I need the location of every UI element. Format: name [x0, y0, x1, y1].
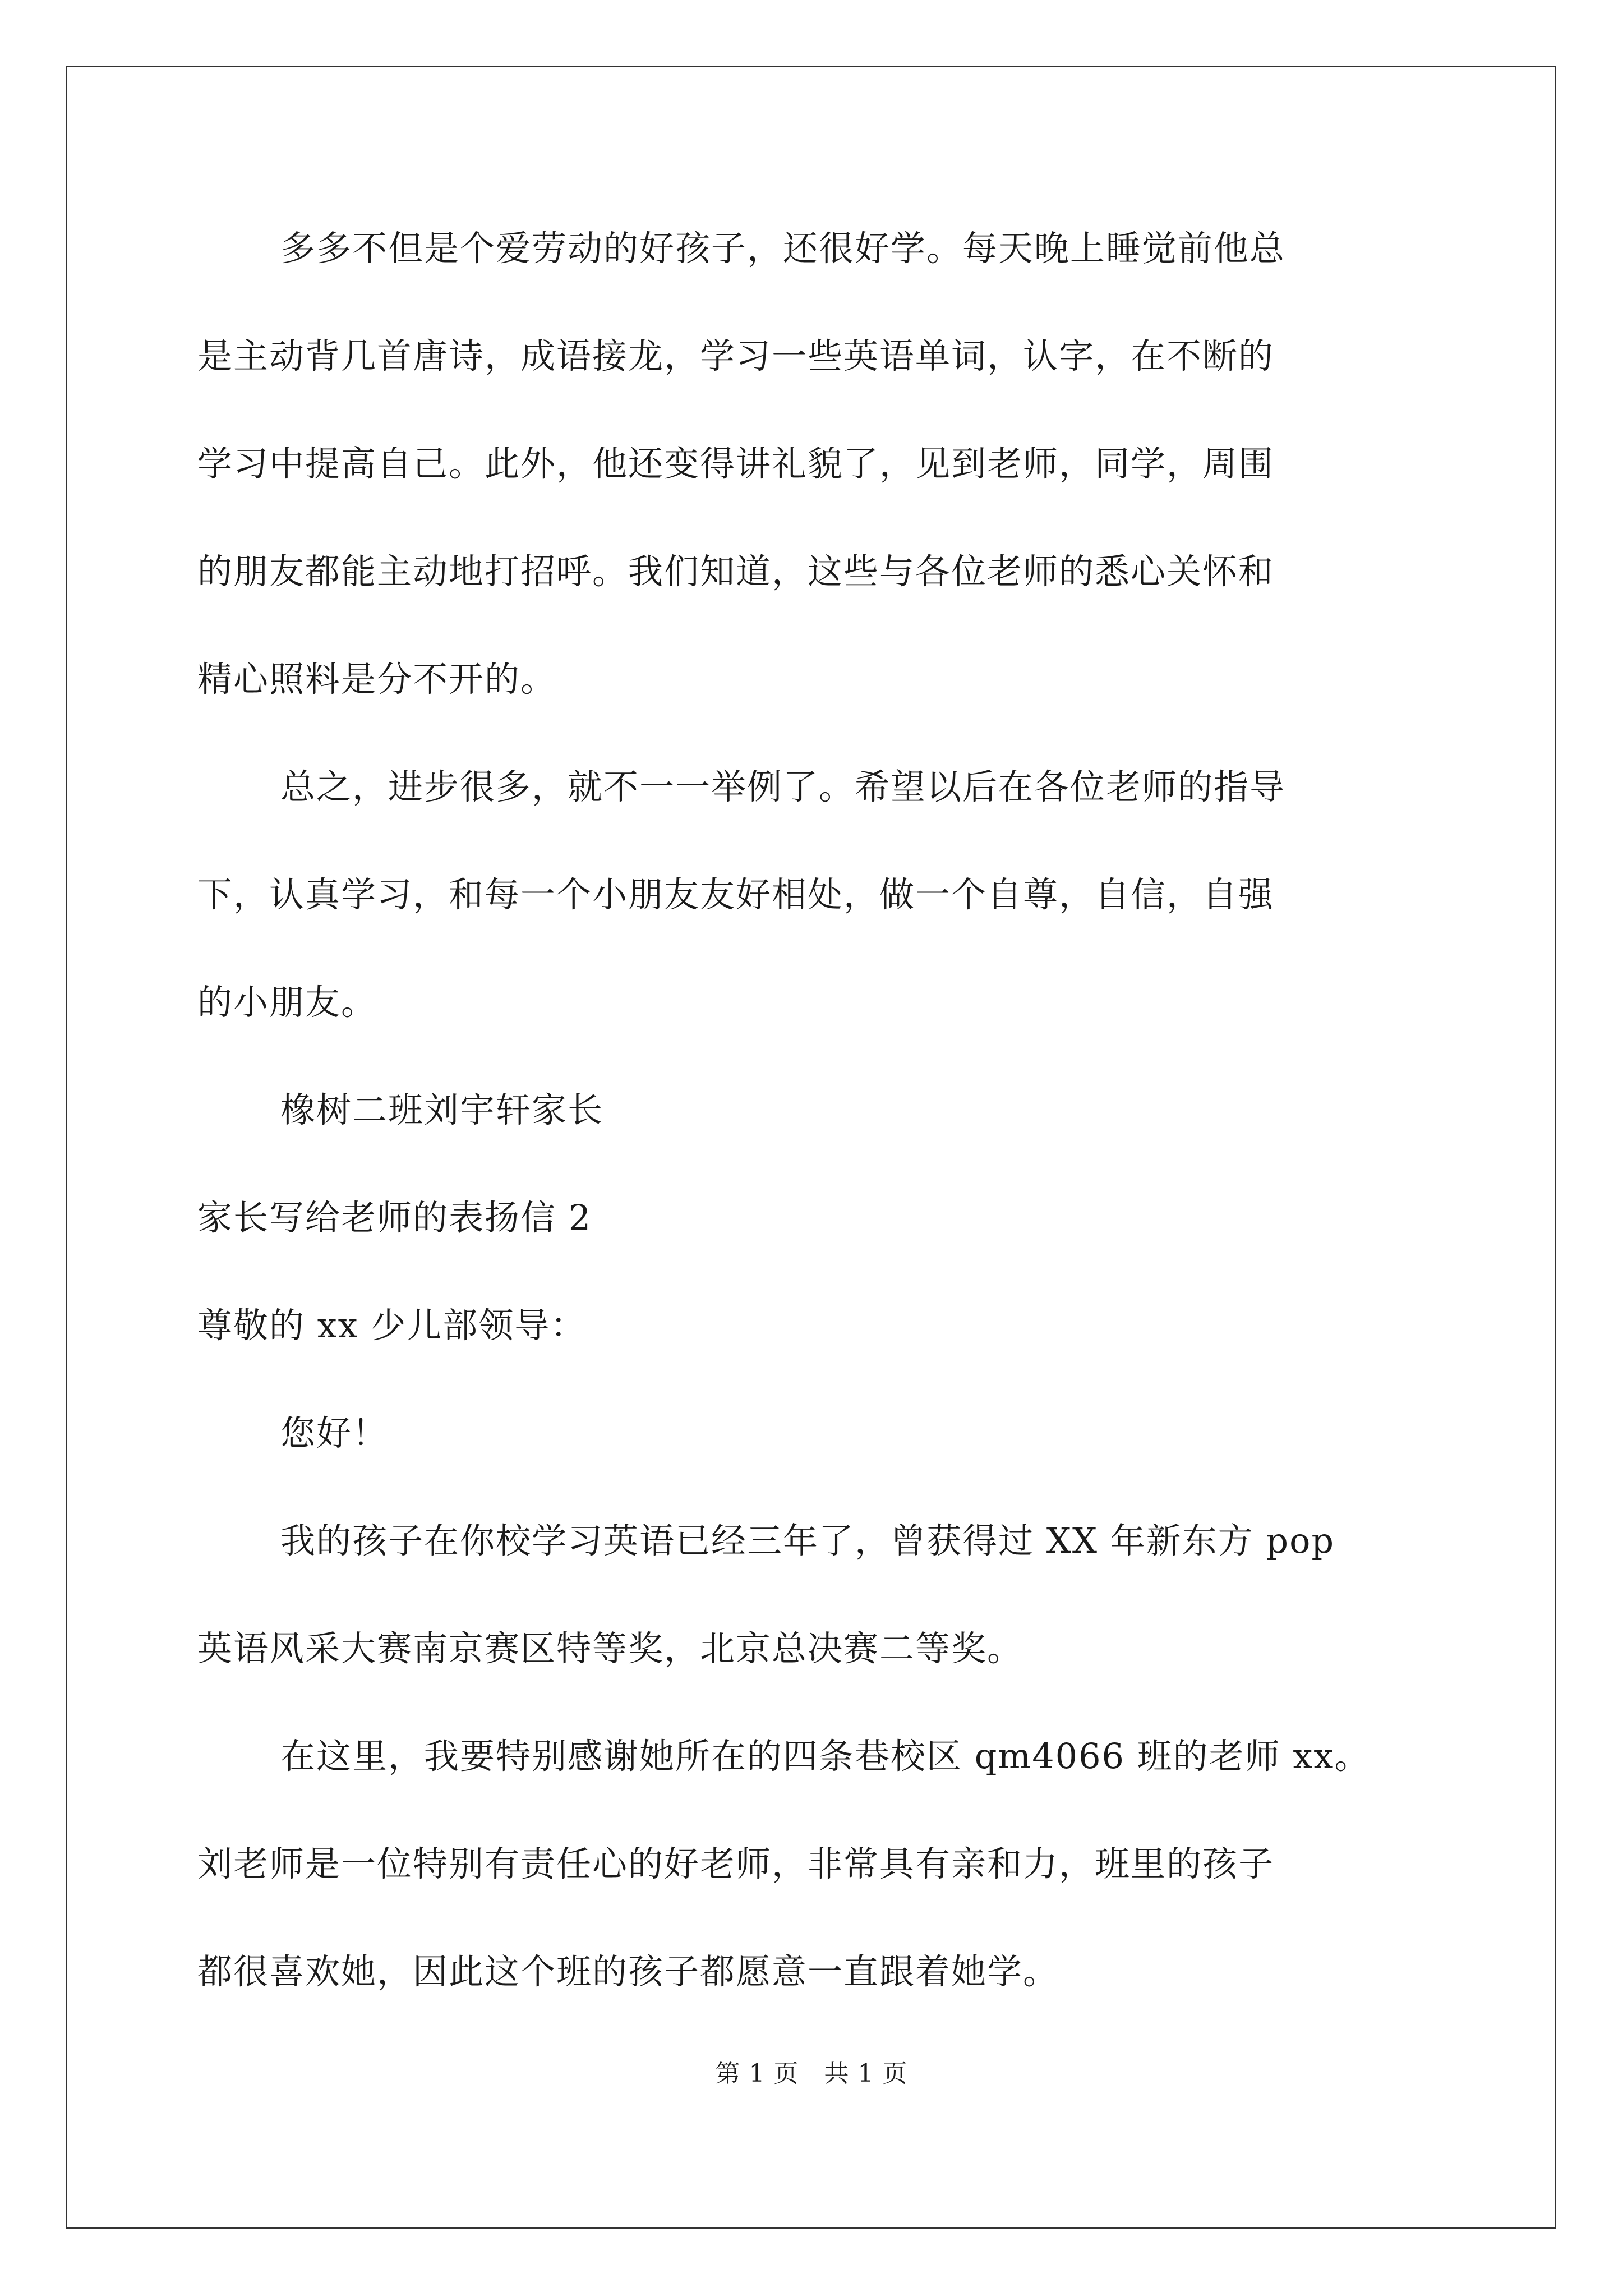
- section-title: 家长写给老师的表扬信 2: [197, 1197, 592, 1238]
- paragraph-4-line-2: 刘老师是一位特别有责任心的好老师，非常具有亲和力，班里的孩子: [197, 1843, 1275, 1884]
- paragraph-2-line-1: 总之，进步很多，就不一一举例了。希望以后在各位老师的指导: [280, 766, 1286, 807]
- page-border: [66, 66, 1556, 2229]
- greeting: 您好！: [280, 1412, 389, 1453]
- paragraph-1-line-3: 学习中提高自己。此外，他还变得讲礼貌了，见到老师，同学，周围: [197, 443, 1275, 484]
- paragraph-1-line-4: 的朋友都能主动地打招呼。我们知道，这些与各位老师的悉心关怀和: [197, 551, 1275, 592]
- paragraph-4-line-1: 在这里，我要特别感谢她所在的四条巷校区 qm4066 班的老师 xx。: [280, 1736, 1371, 1777]
- paragraph-1-line-5: 精心照料是分不开的。: [197, 659, 557, 700]
- paragraph-3-line-1: 我的孩子在你校学习英语已经三年了，曾获得过 XX 年新东方 pop: [280, 1520, 1335, 1561]
- paragraph-2-line-3: 的小朋友。: [197, 982, 377, 1023]
- salutation: 尊敬的 xx 少儿部领导：: [197, 1305, 587, 1346]
- paragraph-3-line-2: 英语风采大赛南京赛区特等奖，北京总决赛二等奖。: [197, 1628, 1023, 1669]
- paragraph-4-line-3: 都很喜欢她，因此这个班的孩子都愿意一直跟着她学。: [197, 1951, 1059, 1992]
- paragraph-1-line-2: 是主动背几首唐诗，成语接龙，学习一些英语单词，认字，在不断的: [197, 335, 1275, 376]
- paragraph-2-line-2: 下，认真学习，和每一个小朋友友好相处，做一个自尊，自信，自强: [197, 874, 1275, 915]
- page-number-footer: 第 1 页 共 1 页: [715, 2059, 908, 2088]
- signature-line: 橡树二班刘宇轩家长: [280, 1089, 604, 1130]
- paragraph-1-line-1: 多多不但是个爱劳动的好孩子，还很好学。每天晚上睡觉前他总: [280, 228, 1286, 269]
